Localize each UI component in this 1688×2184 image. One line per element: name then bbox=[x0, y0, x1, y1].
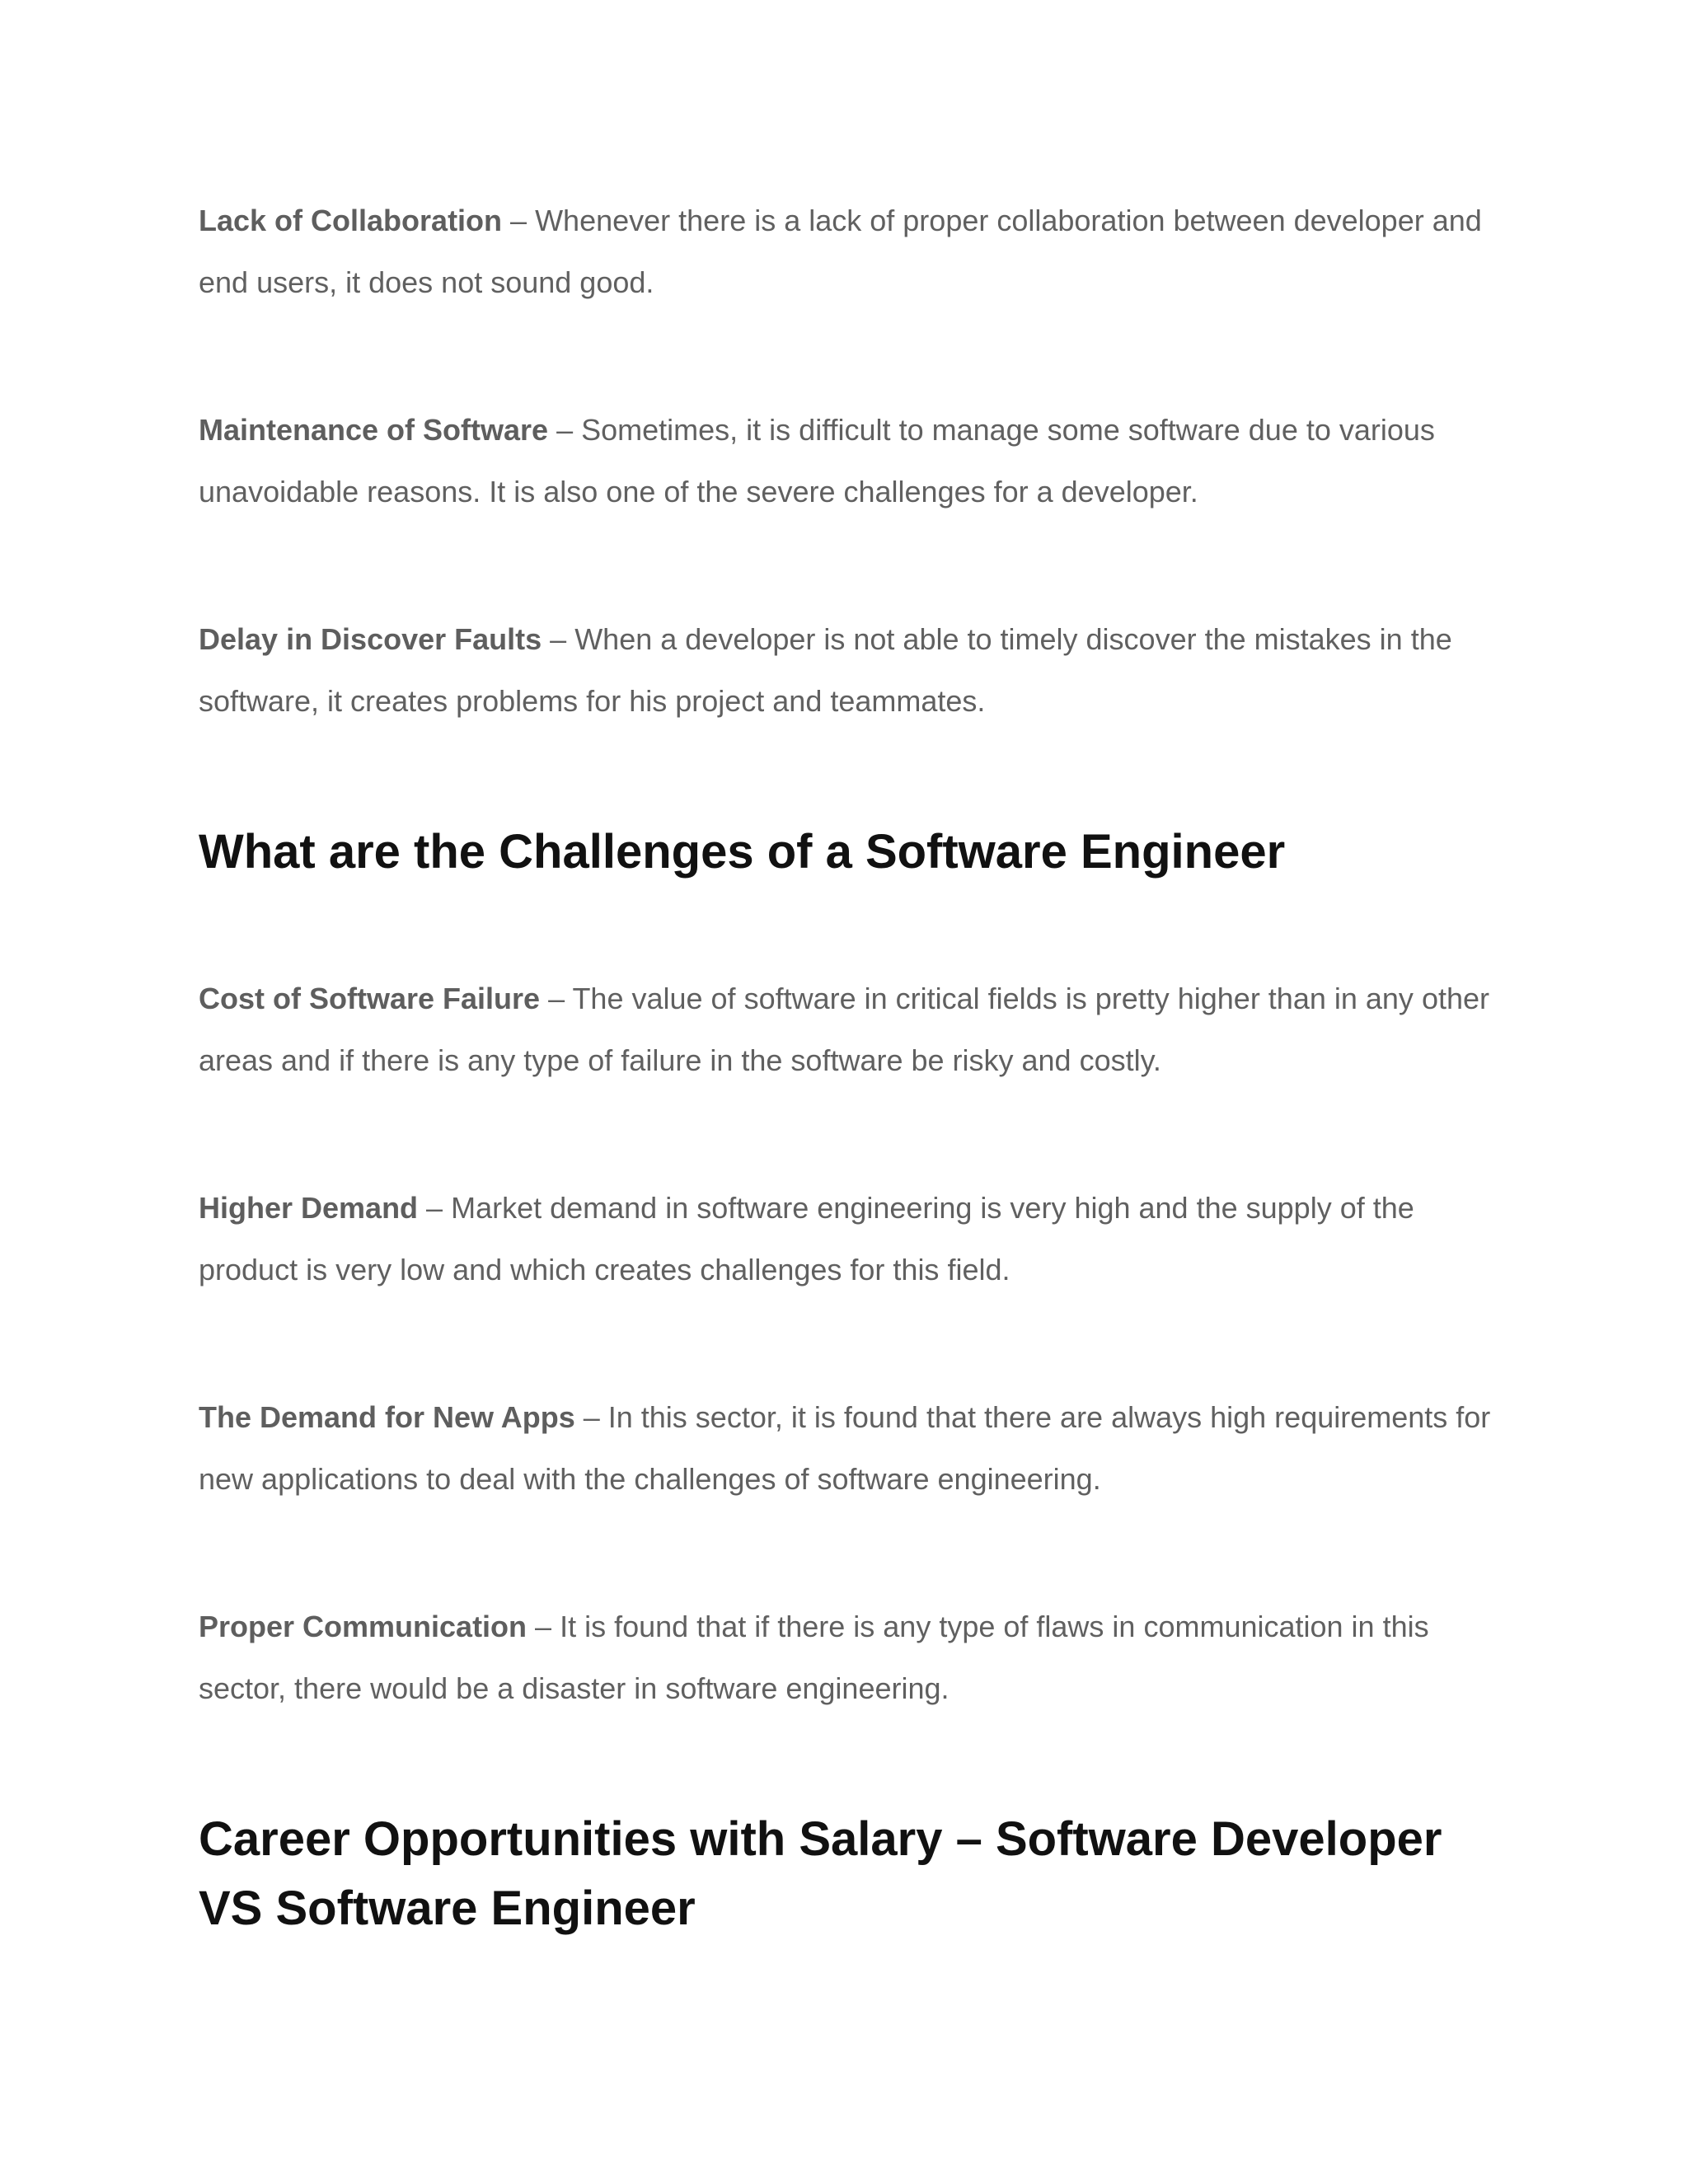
paragraph-higher-demand bbox=[199, 1177, 1501, 1301]
paragraph-text: The value of software in critical fields is pretty higher than in any other areas and if there is any type of failure in the software be risky and costly. bbox=[199, 982, 1489, 1077]
term-label: The Demand for New Apps bbox=[199, 1400, 575, 1434]
paragraph-demand-for-new-apps bbox=[199, 1386, 1501, 1510]
term-separator: – bbox=[548, 413, 582, 447]
paragraph-text: Whenever there is a lack of proper collaboration between developer and end users, it does not sound good. bbox=[199, 204, 1482, 299]
term-separator: – bbox=[527, 1610, 560, 1643]
term-label: Lack of Collaboration bbox=[199, 204, 503, 237]
paragraph-text: Sometimes, it is difficult to manage some software due to various unavoidable reasons. It is also one of the severe challenges for a developer. bbox=[199, 413, 1435, 509]
term-separator: – bbox=[574, 1400, 608, 1434]
paragraph-text: It is found that if there is any type of flaws in communication in this sector, there would be a disaster in software engineering. bbox=[199, 1610, 1429, 1705]
document-page bbox=[199, 190, 1501, 1943]
paragraph-maintenance-of-software bbox=[199, 399, 1501, 523]
heading-career-opportunities: Career Opportunities with Salary – Software Developer VS Software Engineer bbox=[199, 1812, 1442, 1935]
heading-challenges-software-engineer: What are the Challenges of a Software Engineer bbox=[199, 825, 1286, 879]
paragraph-text: In this sector, it is found that there are always high requirements for new applications to deal with the challenges of software engineering. bbox=[199, 1400, 1491, 1496]
paragraph-text: Market demand in software engineering is very high and the supply of the product is very low and which creates challenges for this field. bbox=[199, 1191, 1414, 1286]
term-label: Maintenance of Software bbox=[199, 413, 549, 447]
term-separator: – bbox=[542, 622, 575, 656]
term-label: Cost of Software Failure bbox=[199, 982, 541, 1015]
term-separator: – bbox=[540, 982, 573, 1015]
term-separator: – bbox=[418, 1191, 452, 1225]
term-separator: – bbox=[502, 204, 536, 237]
term-label: Higher Demand bbox=[199, 1191, 419, 1225]
paragraph-proper-communication bbox=[199, 1596, 1501, 1719]
paragraph-text: When a developer is not able to timely discover the mistakes in the software, it creates problems for his project and teammates. bbox=[199, 622, 1452, 718]
paragraph-lack-of-collaboration bbox=[199, 190, 1501, 313]
term-label: Delay in Discover Faults bbox=[199, 622, 542, 656]
paragraph-delay-in-discover-faults bbox=[199, 608, 1501, 732]
term-label: Proper Communication bbox=[199, 1610, 528, 1643]
paragraph-cost-of-software-failure bbox=[199, 968, 1501, 1091]
